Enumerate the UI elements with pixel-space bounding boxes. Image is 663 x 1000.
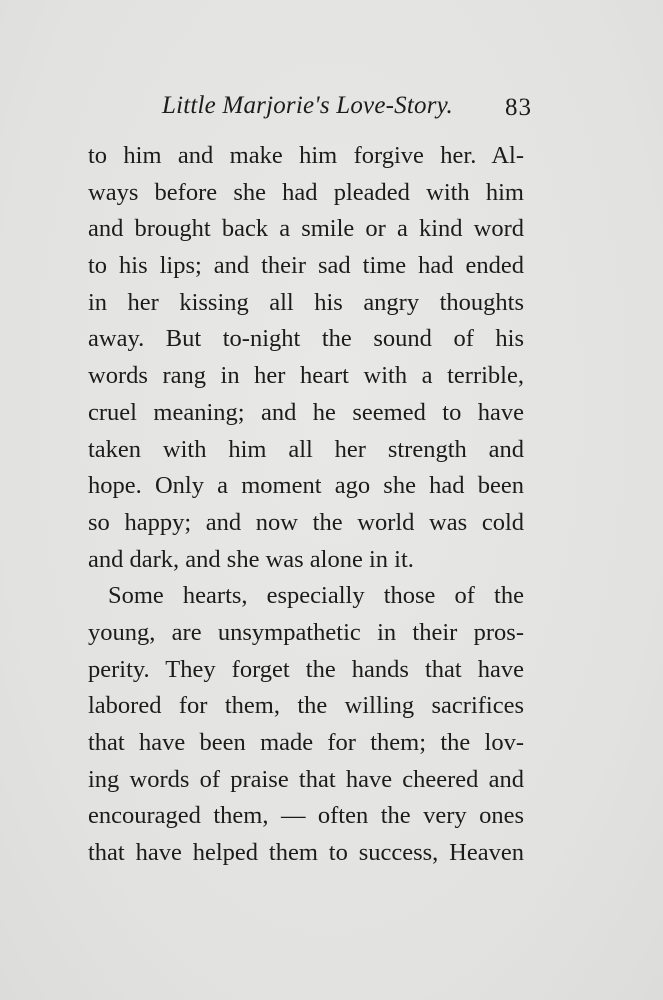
text-line: that have been made for them; the lov- bbox=[88, 729, 524, 756]
text-line: so happy; and now the world was cold bbox=[88, 508, 524, 536]
text-line: perity. They forget the hands that have bbox=[88, 655, 524, 683]
text-line: ways before she had pleaded with him bbox=[88, 178, 524, 206]
text-line: away. But to-night the sound of his bbox=[88, 325, 524, 353]
text-line: encouraged them, — often the very ones bbox=[88, 802, 524, 830]
text-line: Some hearts, especially those of the bbox=[108, 582, 524, 610]
running-title: Little Marjorie's Love-Story. bbox=[162, 92, 453, 119]
text-line: and dark, and she was alone in it. bbox=[88, 545, 414, 573]
text-line: taken with him all her strength and bbox=[88, 435, 524, 463]
text-line: ing words of praise that have cheered and bbox=[88, 765, 524, 793]
paragraph-2 bbox=[88, 578, 524, 872]
text-line: hope. Only a moment ago she had been bbox=[88, 472, 524, 500]
paragraph-1 bbox=[88, 138, 524, 578]
text-line: to him and make him forgive her. Al- bbox=[88, 142, 524, 169]
text-line: to his lips; and their sad time had ended bbox=[88, 252, 524, 280]
text-line: words rang in her heart with a terrible, bbox=[88, 362, 524, 390]
text-line: labored for them, the willing sacrifices bbox=[88, 692, 524, 720]
text-line: cruel meaning; and he seemed to have bbox=[88, 398, 524, 426]
text-line: and brought back a smile or a kind word bbox=[88, 215, 524, 243]
text-line: in her kissing all his angry thoughts bbox=[88, 288, 524, 316]
page-number: 83 bbox=[505, 94, 532, 121]
body-text bbox=[88, 138, 524, 872]
running-header bbox=[0, 88, 663, 124]
text-line: young, are unsympathetic in their pros- bbox=[88, 618, 524, 646]
text-line: that have helped them to success, Heaven bbox=[88, 839, 524, 867]
